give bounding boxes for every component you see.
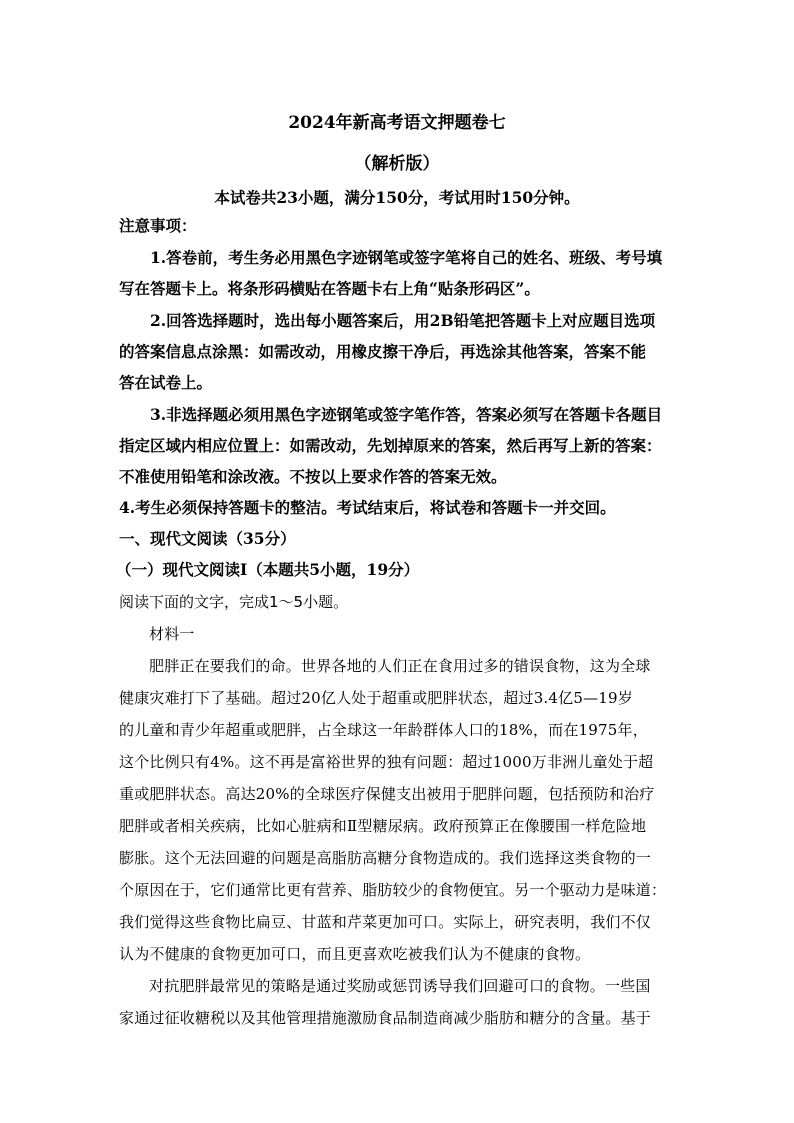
paragraph-line: 对抗肥胖最常见的策略是通过奖励或惩罚诱导我们回避可口的食物。一些国	[149, 977, 651, 995]
paragraph-line: 这个比例只有4%。这不再是富裕世界的独有问题：超过1000万非洲儿童处于超	[119, 753, 654, 771]
note-line: 2.回答选择题时，选出每小题答案后，用2B铅笔把答题卡上对应题目选项	[150, 311, 656, 330]
note-line: 4.考生必须保持答题卡的整洁。考试结束后，将试卷和答题卡一并交回。	[119, 498, 616, 517]
section-subheading: （一）现代文阅读Ⅰ（本题共5小题，19分）	[116, 560, 420, 579]
note-line: 3.非选择题必须用黑色字迹钢笔或签字笔作答，答案必须写在答题卡各题目	[150, 405, 663, 424]
note-line: 1.答卷前，考生务必用黑色字迹钢笔或签字笔将自己的姓名、班级、考号填	[150, 248, 663, 267]
section-heading: 一、现代文阅读（35分）	[119, 529, 296, 548]
paragraph-line: 我们觉得这些食物比扁豆、甘蓝和芹菜更加可口。实际上，研究表明，我们不仅	[119, 913, 652, 931]
reading-instruction: 阅读下面的文字，完成1～5小题。	[119, 593, 349, 611]
exam-info: 本试卷共23小题，满分150分，考试用时150分钟。	[214, 188, 580, 207]
note-line: 写在答题卡上。将条形码横贴在答题卡右上角“贴条形码区”。	[119, 279, 540, 298]
notes-heading: 注意事项：	[119, 216, 197, 235]
note-line: 答在试卷上。	[119, 373, 213, 392]
paragraph-line: 健康灾难打下了基础。超过20亿人处于超重或肥胖状态，超过3.4亿5—19岁	[119, 689, 633, 707]
note-line: 的答案信息点涂黑：如需改动，用橡皮擦干净后，再选涂其他答案，答案不能	[119, 342, 647, 361]
paragraph-line: 认为不健康的食物更加可口，而且更喜欢吃被我们认为不健康的食物。	[119, 945, 591, 963]
paragraph-line: 肥胖正在要我们的命。世界各地的人们正在食用过多的错误食物，这为全球	[149, 657, 651, 675]
paragraph-line: 个原因在于，它们通常比更有营养、脂肪较少的食物便宜。另一个驱动力是味道：	[119, 881, 667, 899]
note-line: 指定区域内相应位置上：如需改动，先划掉原来的答案，然后再写上新的答案：	[119, 436, 662, 455]
paragraph-line: 重或肥胖状态。高达20%的全球医疗保健支出被用于肥胖问题，包括预防和治疗	[119, 785, 655, 803]
material-label: 材料一	[149, 625, 195, 643]
paragraph-line: 的儿童和青少年超重或肥胖，占全球这一年龄群体人口的18%，而在1975年，	[119, 721, 648, 739]
page-title: 2024年新高考语文押题卷七	[288, 113, 506, 133]
paragraph-line: 肥胖或者相关疾病，比如心脏病和Ⅱ型糖尿病。政府预算正在像腰围一样危险地	[119, 817, 647, 835]
note-line: 不准使用铅笔和涂改液。不按以上要求作答的答案无效。	[119, 467, 507, 486]
paragraph-line: 家通过征收糖税以及其他管理措施激励食品制造商减少脂肪和糖分的含量。基于	[119, 1009, 652, 1027]
paragraph-line: 膨胀。这个无法回避的问题是高脂肪高糖分食物造成的。我们选择这类食物的一	[119, 849, 652, 867]
page-subtitle: （解析版）	[354, 154, 440, 174]
